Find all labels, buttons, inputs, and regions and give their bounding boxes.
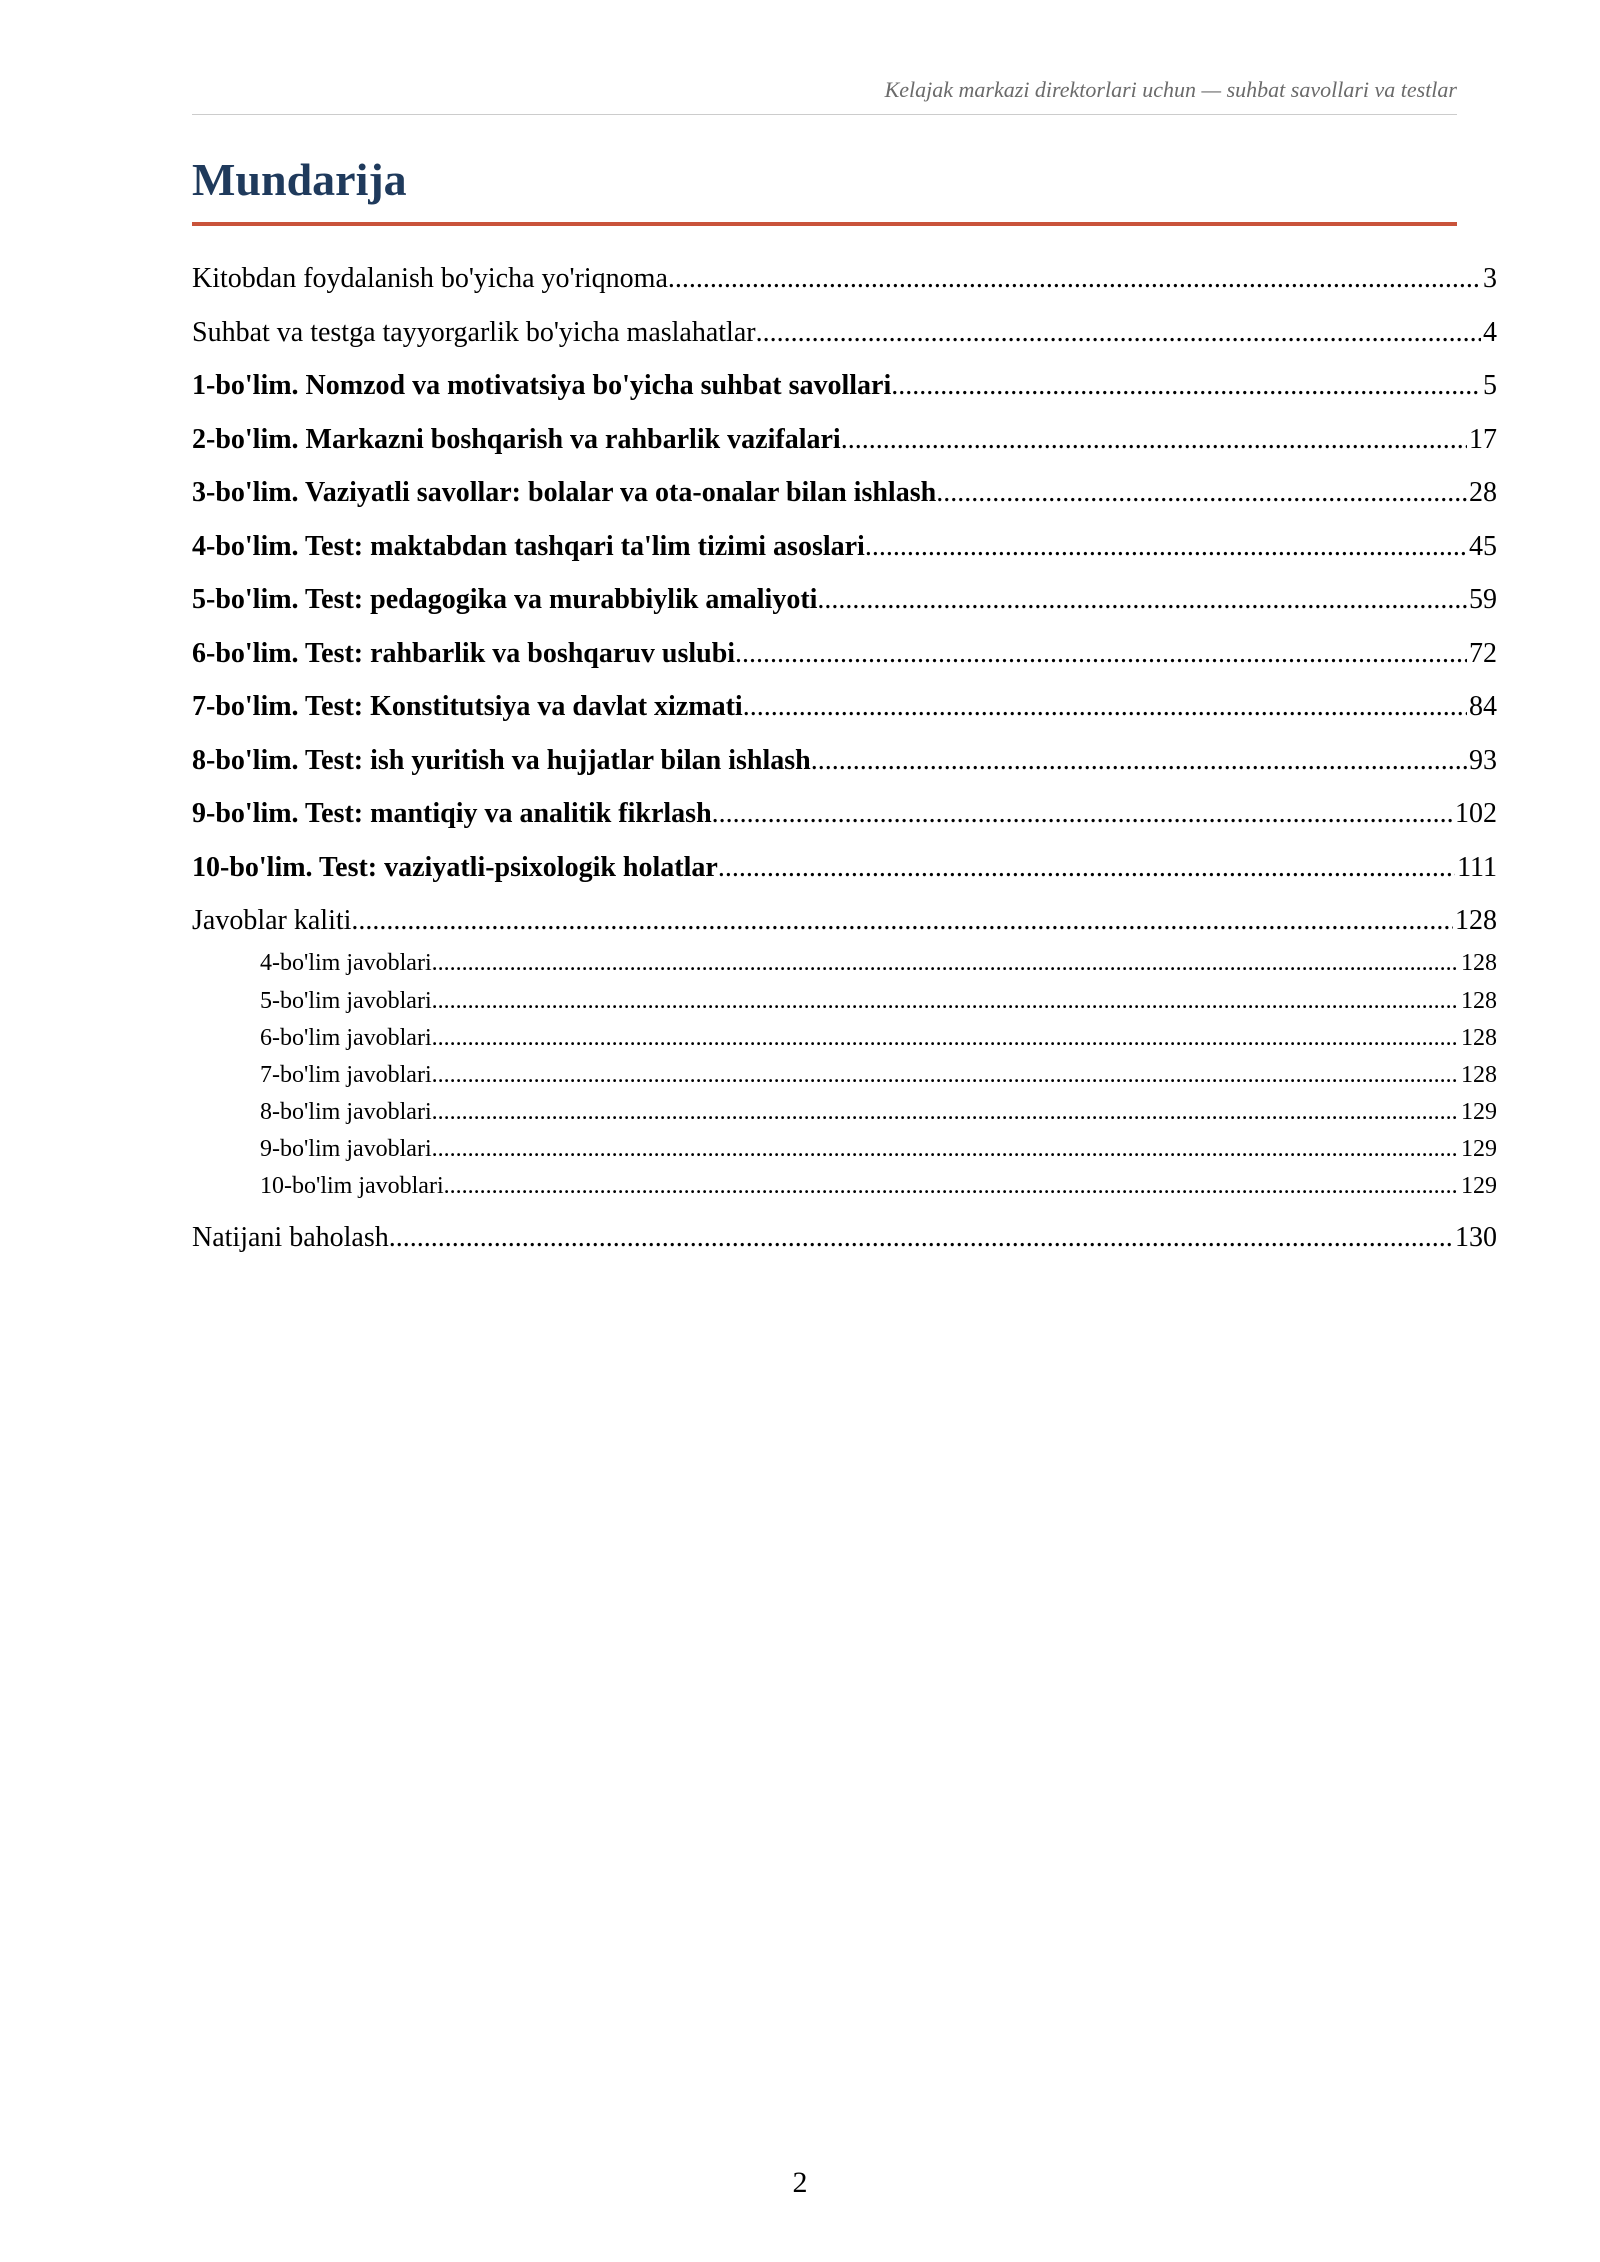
toc-page-number: 128 [1461,987,1497,1014]
toc-page-number: 130 [1455,1221,1497,1253]
toc-entry-answer-key[interactable] [192,894,1497,948]
toc-entry-text: 5-bo'lim javoblari [260,987,432,1014]
toc-entry-chapter-5[interactable] [192,573,1497,627]
toc-dot-leader [817,573,1467,627]
toc-page-number: 84 [1469,691,1497,722]
toc-page-number: 59 [1469,584,1497,615]
toc-subentry-answers-9[interactable] [192,1131,1497,1168]
toc-subentry-answers-7[interactable] [192,1057,1497,1094]
toc-dot-leader [389,1211,1453,1265]
toc-entry-text: 10-bo'lim. Test: vaziyatli-psixologik holatlar [192,851,718,883]
toc-entry-chapter-6[interactable] [192,627,1497,681]
running-header: Kelajak markazi direktorlari uchun — suhbat savollari va testlar [884,77,1457,102]
toc-entry-text: 3-bo'lim. Vaziyatli savollar: bolalar va ota-onalar bilan ishlash [192,477,937,508]
toc-entry-chapter-8[interactable] [192,734,1497,788]
toc-entry-text: 2-bo'lim. Markazni boshqarish va rahbarlik vazifalari [192,423,841,455]
toc-entry-text: 6-bo'lim. Test: rahbarlik va boshqaruv uslubi [192,637,736,669]
page-title: Mundarija [192,154,407,205]
toc-page-number: 45 [1469,530,1497,562]
toc-dot-leader [936,466,1467,520]
toc-dot-leader [891,359,1481,413]
toc-dot-leader [718,841,1455,895]
toc-subentry-answers-5[interactable] [192,983,1497,1020]
toc-page-number: 128 [1461,1024,1497,1051]
toc-subentry-answers-8[interactable] [192,1094,1497,1131]
toc-entry-chapter-9[interactable] [192,787,1497,841]
toc-entry-text: 8-bo'lim. Test: ish yuritish va hujjatlar bilan ishlash [192,744,811,776]
toc-dot-leader [432,1094,1459,1131]
toc-entry-text: 9-bo'lim. Test: mantiqiy va analitik fikrlash [192,798,712,829]
toc-dot-leader [444,1168,1459,1205]
toc-page-number: 28 [1469,477,1497,508]
toc-entry-text: 7-bo'lim. Test: Konstitutsiya va davlat xizmati [192,691,743,722]
toc-page-number: 128 [1461,1061,1497,1088]
toc-dot-leader [735,627,1467,681]
toc-entry-guide[interactable] [192,252,1497,306]
toc-entry-text: Kitobdan foydalanish bo'yicha yo'riqnoma [192,263,668,294]
toc-page-number: 102 [1455,798,1497,829]
toc-page-number: 111 [1457,851,1497,883]
toc-entry-evaluation[interactable] [192,1211,1497,1265]
toc-entry-text: 4-bo'lim javoblari [260,949,432,976]
toc-page-number: 3 [1483,263,1497,294]
toc-entry-chapter-10[interactable] [192,841,1497,895]
toc-subentry-answers-4[interactable] [192,948,1497,983]
toc-entry-chapter-7[interactable] [192,680,1497,734]
toc-dot-leader [811,734,1467,788]
toc-dot-leader [432,1057,1459,1094]
header-divider [192,114,1457,115]
toc-dot-leader [668,252,1481,306]
toc-page-number: 5 [1483,370,1497,401]
page-number: 2 [792,2166,808,2199]
toc-entry-text: 1-bo'lim. Nomzod va motivatsiya bo'yicha suhbat savollari [192,370,892,401]
toc-entry-text: 4-bo'lim. Test: maktabdan tashqari ta'lim tizimi asoslari [192,530,865,562]
toc-entry-text: 6-bo'lim javoblari [260,1024,432,1051]
toc-dot-leader [432,1020,1459,1057]
toc-entry-chapter-3[interactable] [192,466,1497,520]
toc-page-number: 17 [1469,423,1497,455]
toc-entry-text: 9-bo'lim javoblari [260,1135,432,1162]
toc-dot-leader [756,306,1481,360]
toc-entry-chapter-4[interactable] [192,520,1497,574]
toc-page-number: 4 [1483,316,1497,348]
toc-entry-chapter-2[interactable] [192,413,1497,467]
toc-page-number: 128 [1455,905,1497,936]
toc-dot-leader [743,680,1467,734]
toc-dot-leader [351,894,1453,948]
toc-entry-tips[interactable] [192,306,1497,360]
toc-dot-leader [432,1131,1459,1168]
toc-page-number: 129 [1461,1098,1497,1125]
toc-subentry-answers-6[interactable] [192,1020,1497,1057]
toc-entry-text: Javoblar kaliti [192,905,352,936]
toc-entry-chapter-1[interactable] [192,359,1497,413]
toc-entry-text: Natijani baholash [192,1221,389,1253]
toc-dot-leader [712,787,1453,841]
toc-entry-text: 5-bo'lim. Test: pedagogika va murabbiylik amaliyoti [192,584,818,615]
toc-page-number: 129 [1461,1172,1497,1199]
title-divider [192,222,1457,226]
toc-entry-text: 8-bo'lim javoblari [260,1098,432,1125]
toc-dot-leader [432,948,1459,979]
toc-entry-text: 10-bo'lim javoblari [260,1172,444,1199]
toc-entry-text: 7-bo'lim javoblari [260,1061,432,1088]
toc-page-number: 93 [1469,744,1497,776]
toc-dot-leader [432,983,1459,1020]
toc-page-number: 129 [1461,1135,1497,1162]
toc-subentry-answers-10[interactable] [192,1168,1497,1205]
toc-page-number: 128 [1461,949,1497,976]
table-of-contents [192,252,1497,1264]
toc-dot-leader [841,413,1467,467]
toc-dot-leader [865,520,1467,574]
toc-entry-text: Suhbat va testga tayyorgarlik bo'yicha maslahatlar [192,316,756,348]
toc-page-number: 72 [1469,637,1497,669]
